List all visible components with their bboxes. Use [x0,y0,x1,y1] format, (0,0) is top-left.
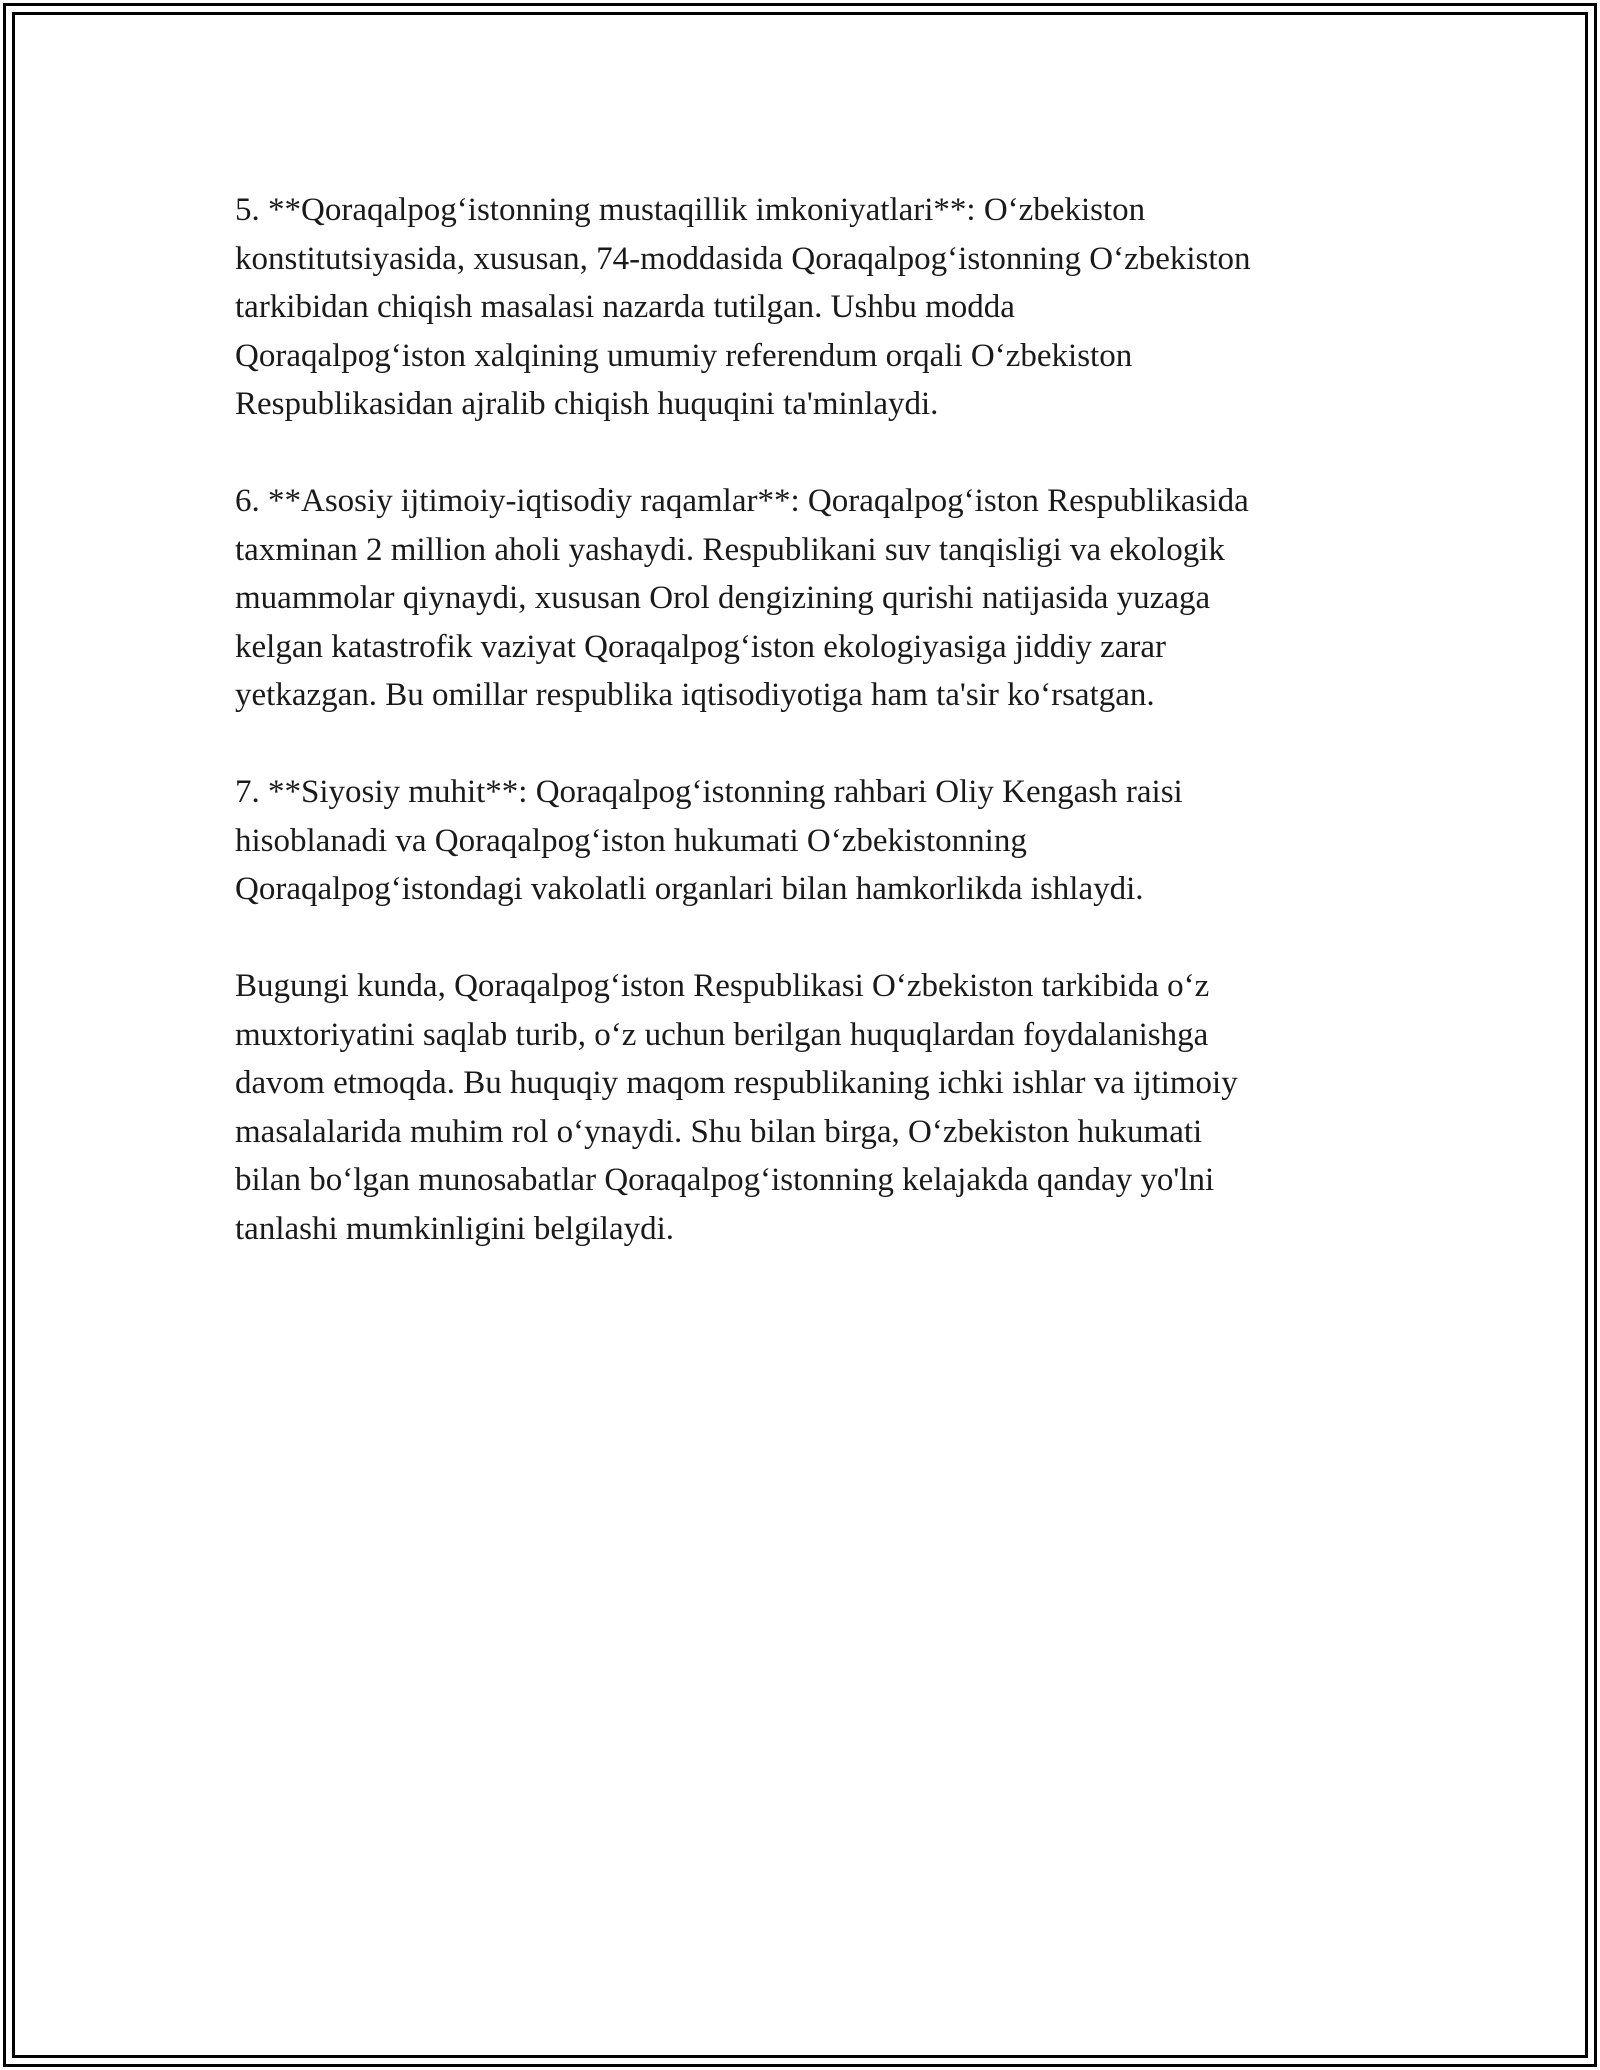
paragraph-item-7: 7. **Siyosiy muhit**: Qoraqalpog‘istonning rahbari Oliy Kengash raisi hisoblanadi va Qoraqalpog‘iston hukumati O‘zbekistonning Qoraqalpog‘istondagi vakolatli organlari bilan hamkorlikda ishlaydi. [235,774,1183,907]
paragraph-item-5: 5. **Qoraqalpog‘istonning mustaqillik imkoniyatlari**: O‘zbekiston konstitutsiyasida, xususan, 74-moddasida Qoraqalpog‘istonning O‘zbekiston tarkibidan chiqish masalasi nazarda tutilgan. Ushbu modda Qoraqalpog‘iston xalqining umumiy referendum orqali O‘zbekiston Respublikasidan ajralib chiqish huquqini ta'minlaydi. [235,192,1251,422]
paragraph-item-6: 6. **Asosiy ijtimoiy-iqtisodiy raqamlar**: Qoraqalpog‘iston Respublikasida taxminan 2 million aholi yashaydi. Respublikani suv tanqisligi va ekologik muammolar qiynaydi, xususan Orol dengizining qurishi natijasida yuzaga kelgan katastrofik vaziyat Qoraqalpog‘iston ekologiyasiga jiddiy zarar yetkazgan. Bu omillar respublika iqtisodiyotiga ham ta'sir ko‘rsatgan. [235,483,1249,713]
document-body [235,186,1395,1302]
paragraph-conclusion: Bugungi kunda, Qoraqalpog‘iston Respublikasi O‘zbekiston tarkibida o‘z muxtoriyatini saqlab turib, o‘z uchun berilgan huquqlardan foydalanishga davom etmoqda. Bu huquqiy maqom respublikaning ichki ishlar va ijtimoiy masalalarida muhim rol o‘ynaydi. Shu bilan birga, O‘zbekiston hukumati bilan bo‘lgan munosabatlar Qoraqalpog‘istonning kelajakda qanday yo'lni tanlashi mumkinligini belgilaydi. [235,968,1238,1247]
